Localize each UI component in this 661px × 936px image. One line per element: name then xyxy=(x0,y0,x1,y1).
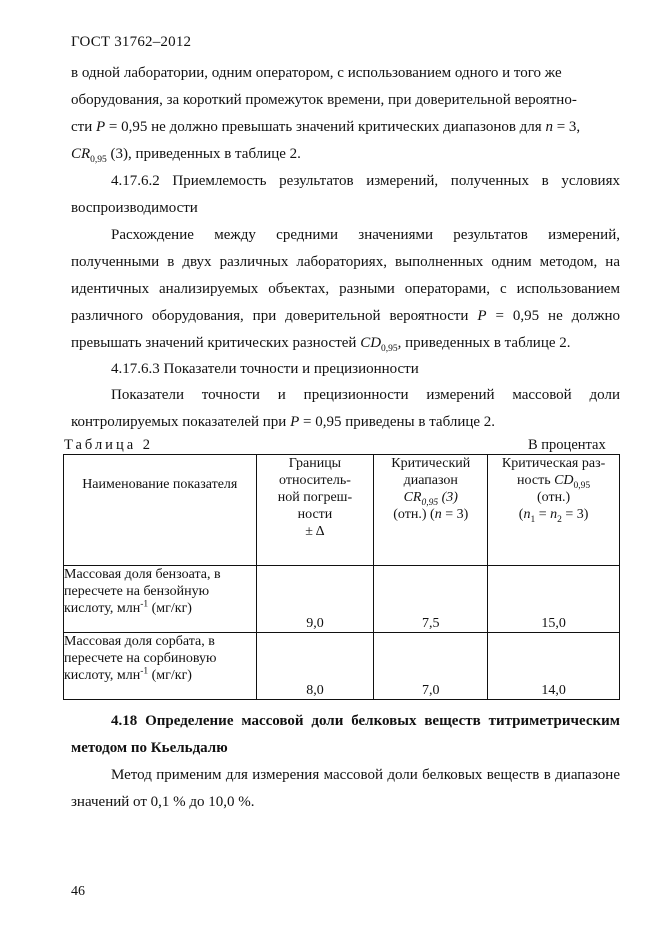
cell-cd: 14,0 xyxy=(488,633,620,700)
table-row xyxy=(64,633,620,700)
paragraph-line: оборудования, за короткий промежуток времени, при доверительной вероятно- xyxy=(71,92,577,108)
paragraph-accuracy: Показатели точности и прецизионности измерений массовой доли контролируемых показателей при P = 0,95 приведены в таблице 2. xyxy=(71,387,620,430)
table-row xyxy=(64,566,620,633)
paragraph-reproducibility: Расхождение между средними значениями результатов измерений, полученными в двух различных лабораториях, выполненных одним методом, на идентичных анализируемых объектах, разными операторами, с использованием различного оборудования, при доверительной вероятности P = 0,95 не должно превышать значений критических разностей $CD_{0,95}$, приведенных в таблице 2. xyxy=(71,227,620,354)
cell-delta: 8,0 xyxy=(256,633,374,700)
paragraph-line: в одной лаборатории, одним оператором, с использованием одного и того же xyxy=(71,65,562,81)
paragraph-line: $CR_{0,95}$ (3), приведенных в таблице 2. xyxy=(71,146,301,165)
header-relative-error: Границы относитель- ной погреш- ности ± Δ xyxy=(256,455,374,566)
table-caption: Таблица 2 xyxy=(64,437,154,453)
row-name-sorbate: Массовая доля сорбата, в пересчете на сорбиновую кислоту, млн$^{-1}$ (мг/кг) xyxy=(64,633,257,700)
precision-table xyxy=(63,454,620,700)
paragraph-method-scope: Метод применим для измерения массовой доли белковых веществ в диапазоне значений от 0,1 % до 10,0 %. xyxy=(71,767,620,810)
header-critical-difference: Критическая раз- ность $CD_{0,95}$ (отн.) $(n_1 = n_2 = 3)$ xyxy=(488,455,620,566)
section-heading-4-18: 4.18 Определение массовой доли белковых веществ титриметрическим методом по Кьельдалю xyxy=(71,713,620,756)
cell-delta: 9,0 xyxy=(256,566,374,633)
paragraph-repeatability xyxy=(71,60,620,168)
header-indicator-name: Наименование показателя xyxy=(64,455,257,566)
clause-4-17-6-3: 4.17.6.3 Показатели точности и прецизионности xyxy=(111,361,419,377)
paragraph-line: сти P = 0,95 не должно превышать значений критических диапазонов для n = 3, xyxy=(71,119,581,135)
document-header: ГОСТ 31762–2012 xyxy=(71,34,192,50)
header-critical-range: Критический диапазон $CR_{0,95}$ (3) (отн.) (n = 3) xyxy=(374,455,488,566)
table-unit: В процентах xyxy=(528,437,606,453)
row-name-benzoate: Массовая доля бензоата, в пересчете на бензойную кислоту, млн$^{-1}$ (мг/кг) xyxy=(64,566,257,633)
cell-cd: 15,0 xyxy=(488,566,620,633)
cell-cr: 7,5 xyxy=(374,566,488,633)
cell-cr: 7,0 xyxy=(374,633,488,700)
clause-4-17-6-2: 4.17.6.2 Приемлемость результатов измерений, полученных в условиях воспроизводимости xyxy=(71,173,620,216)
table-header-row xyxy=(64,455,620,566)
page-number: 46 xyxy=(71,884,85,899)
